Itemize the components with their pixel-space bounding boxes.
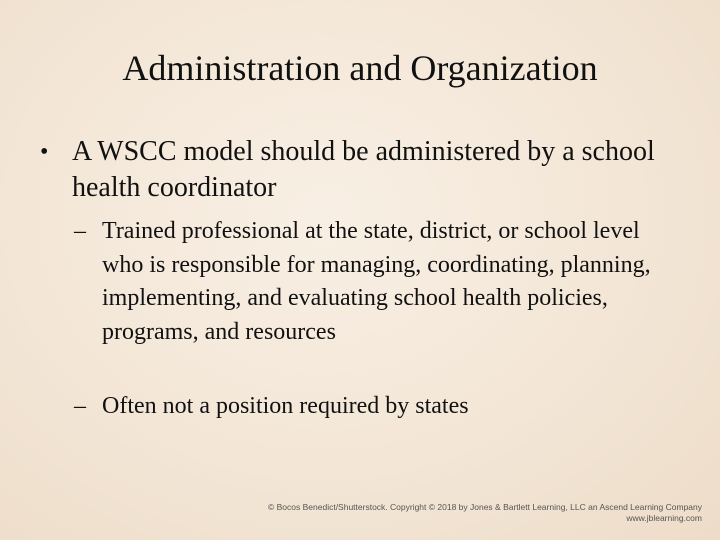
slide-title: Administration and Organization — [122, 48, 598, 88]
sub-bullet-marker: – — [74, 393, 86, 419]
sub-bullet-text: Trained professional at the state, district, or school level who is responsible for managing, coordinating, planning, implementing, and evaluating school health policies, programs, and resources — [102, 218, 651, 345]
sub-bullet-text: Often not a position required by states — [102, 393, 469, 419]
bullet-marker: • — [40, 139, 49, 165]
copyright-footer — [268, 502, 702, 524]
sub-bullet-marker: – — [74, 218, 86, 244]
copyright-text: © Bocos Benedict/Shutterstock. Copyright © 2018 by Jones & Bartlett Learning, LLC an Ascend Learning Company — [268, 502, 702, 512]
website-link[interactable]: www.jblearning.com — [626, 513, 702, 523]
bullet-text: A WSCC model should be administered by a school health coordinator — [72, 136, 655, 203]
